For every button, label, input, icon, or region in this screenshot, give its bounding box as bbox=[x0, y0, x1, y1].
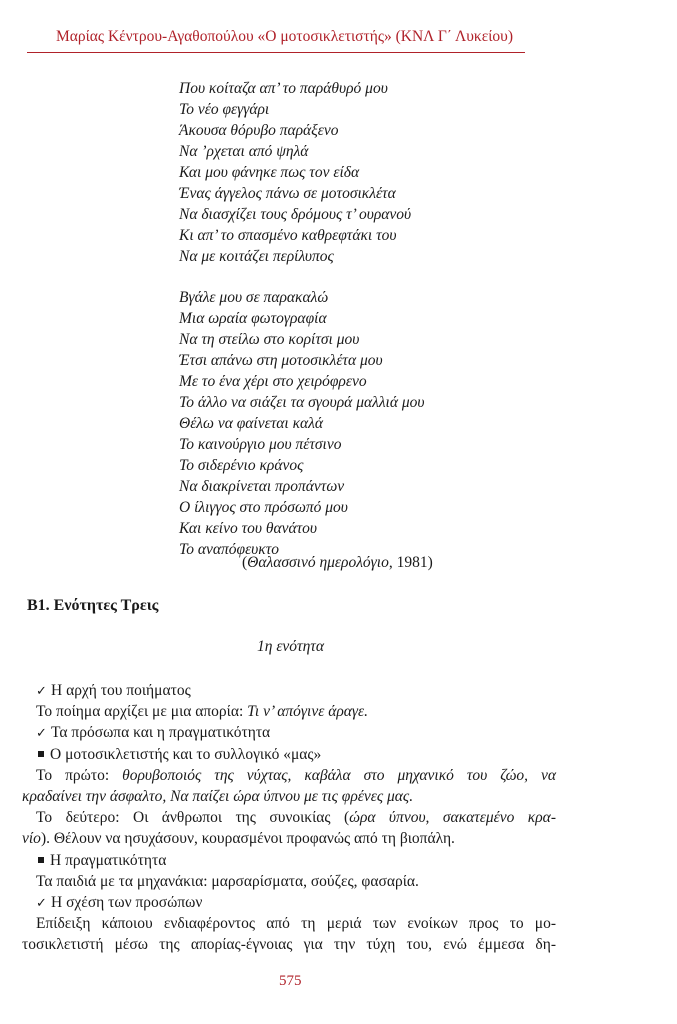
quote-text: θορυβοποιός της νύχτας, καβάλα στο μηχανικό του ζώο, να bbox=[122, 766, 557, 784]
bullet-item bbox=[22, 892, 556, 913]
paragraph-line bbox=[22, 871, 556, 892]
quote-text: ώρα ύπνου, σακατεμένο κρα- bbox=[349, 809, 556, 827]
paragraph-text: Επίδειξη κάποιου ενδιαφέροντος από τη μεριά των ενοίκων προς το μο- bbox=[36, 915, 556, 933]
quote-text: νίο bbox=[22, 830, 41, 848]
quote-text: Τι ν’ απόγινε άραγε. bbox=[247, 703, 369, 721]
poem-line: Ένας άγγελος πάνω σε μοτοσικλέτα bbox=[179, 184, 396, 202]
poem-line: Να ’ρχεται από ψηλά bbox=[179, 142, 309, 160]
poem-line: Βγάλε μου σε παρακαλώ bbox=[179, 289, 329, 307]
poem-line: Το άλλο να σιάζει τα σγουρά μαλλιά μου bbox=[179, 394, 425, 412]
citation-year: , 1981) bbox=[388, 554, 433, 571]
poem-line: Άκουσα θόρυβο παράξενο bbox=[179, 121, 339, 139]
bullet-text: Η σχέση των προσώπων bbox=[51, 893, 203, 911]
poem-line: Το καινούργιο μου πέτσινο bbox=[179, 435, 342, 453]
stanza-gap bbox=[179, 267, 425, 288]
bullet-text: Τα πρόσωπα και η πραγματικότητα bbox=[51, 724, 271, 742]
paragraph-text: Το πρώτο: bbox=[36, 766, 123, 784]
analysis-body bbox=[22, 680, 556, 955]
poem-line: Το αναπόφευκτο bbox=[179, 540, 280, 558]
poem-line: Το νέο φεγγάρι bbox=[179, 100, 270, 118]
poem-line: Να διασχίζει τους δρόμους τ’ ουρανού bbox=[179, 205, 412, 223]
bullet-text: Η πραγματικότητα bbox=[50, 851, 167, 869]
poem-line: Και κείνο του θανάτου bbox=[179, 519, 318, 537]
poem-line: Μια ωραία φωτογραφία bbox=[179, 310, 327, 328]
paragraph-text: ). Θέλουν να ησυχάσουν, κουρασμένοι προφανώς από τη βιοπάλη. bbox=[40, 830, 455, 848]
poem-citation bbox=[242, 554, 433, 572]
header-rule bbox=[27, 52, 525, 53]
check-icon: ✓ bbox=[36, 726, 47, 742]
paragraph-line bbox=[22, 807, 556, 828]
poem-stanza-1 bbox=[179, 79, 425, 267]
check-icon: ✓ bbox=[36, 684, 47, 699]
poem-line: Θέλω να φαίνεται καλά bbox=[179, 415, 324, 432]
bullet-item bbox=[22, 680, 556, 701]
paragraph-text: Το δεύτερο: Οι άνθρωποι της συνοικίας ( bbox=[36, 809, 350, 827]
paragraph-text: Το ποίημα αρχίζει με μια απορία: bbox=[36, 703, 248, 721]
poem-line: Με το ένα χέρι στο χειρόφρενο bbox=[179, 373, 367, 391]
bullet-item bbox=[22, 744, 556, 765]
poem-line: Να διακρίνεται προπάντων bbox=[179, 477, 345, 495]
poem-line: Ο ίλιγγος στο πρόσωπό μου bbox=[179, 498, 348, 516]
quote-text: κραδαίνει την άσφαλτο, Να παίζει ώρα ύπνου με τις φρένες μας. bbox=[22, 787, 414, 805]
citation-open: ( bbox=[242, 554, 248, 571]
citation-title: Θαλασσινό ημερολόγιο bbox=[247, 554, 389, 571]
paragraph-line bbox=[22, 701, 556, 722]
poem-line: Το σιδερένιο κράνος bbox=[179, 456, 304, 474]
bullet-item bbox=[22, 850, 556, 871]
poem-line: Κι απ’ το σπασμένο καθρεφτάκι του bbox=[179, 226, 397, 244]
poem-line: Έτσι απάνω στη μοτοσικλέτα μου bbox=[179, 352, 383, 370]
paragraph-line bbox=[22, 828, 556, 849]
poem-line: Και μου φάνηκε πως τον είδα bbox=[179, 163, 360, 181]
bullet-text: Η αρχή του ποιήματος bbox=[51, 682, 191, 699]
poem-line: Να με κοιτάζει περίλυπος bbox=[179, 247, 334, 265]
poem-stanza-2 bbox=[179, 288, 425, 560]
paragraph-line bbox=[22, 765, 556, 786]
poem-line: Που κοίταζα απ’ το παράθυρό μου bbox=[179, 80, 388, 97]
paragraph-line bbox=[22, 786, 556, 807]
paragraph-line bbox=[22, 934, 556, 955]
page-number: 575 bbox=[279, 973, 302, 989]
check-icon: ✓ bbox=[36, 895, 47, 911]
square-bullet-icon bbox=[38, 751, 44, 757]
paragraph-text: Τα παιδιά με τα μηχανάκια: μαρσαρίσματα, σούζες, φασαρία. bbox=[36, 872, 419, 890]
bullet-item bbox=[22, 722, 556, 743]
unit-title: 1η ενότητα bbox=[257, 638, 324, 655]
paragraph-line bbox=[22, 913, 556, 934]
square-bullet-icon bbox=[38, 857, 44, 863]
paragraph-text: τοσικλετιστή μέσω της απορίας-έγνοιας για την τύχη του, ενώ έμμεσα δη- bbox=[22, 936, 556, 954]
running-header: Μαρίας Κέντρου-Αγαθοπούλου «Ο μοτοσικλετιστής» (ΚΝΛ Γ΄ Λυκείου) bbox=[56, 28, 514, 45]
poem-line: Να τη στείλω στο κορίτσι μου bbox=[179, 331, 360, 349]
bullet-text: Ο μοτοσικλετιστής και το συλλογικό «μας» bbox=[50, 745, 322, 763]
section-title: Β1. Ενότητες Τρεις bbox=[27, 597, 159, 614]
poem bbox=[179, 79, 425, 561]
